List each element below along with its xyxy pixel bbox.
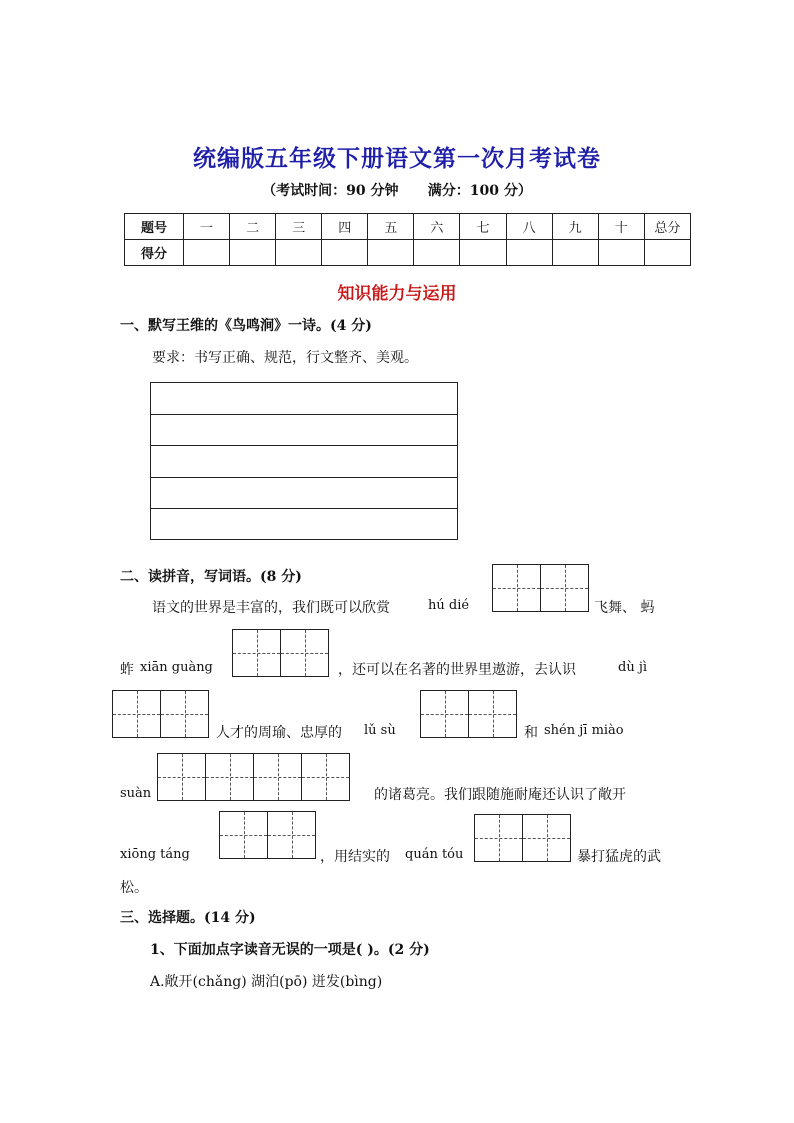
score-header-row bbox=[125, 214, 691, 240]
score-input-cell[interactable] bbox=[368, 240, 414, 266]
answer-grid-quantou[interactable] bbox=[474, 814, 571, 862]
score-input-cell[interactable] bbox=[322, 240, 368, 266]
pinyin-quantou: quán tóu bbox=[405, 847, 464, 862]
answer-grid-hudie[interactable] bbox=[492, 564, 589, 612]
q3-sub1: 1、下面加点字读音无误的一项是( )。(2 分) bbox=[150, 942, 430, 958]
char-box[interactable] bbox=[540, 564, 589, 612]
pinyin-suan: suàn bbox=[120, 786, 152, 801]
score-input-cell[interactable] bbox=[460, 240, 506, 266]
char-box[interactable] bbox=[219, 811, 268, 859]
pinyin-xianguang: xiān guàng bbox=[140, 660, 213, 675]
answer-grid-xiongtang[interactable] bbox=[219, 811, 316, 859]
char-box[interactable] bbox=[492, 564, 541, 612]
exam-title: 统编版五年级下册语文第一次月考试卷 bbox=[193, 146, 601, 172]
score-value-row bbox=[125, 240, 691, 266]
char-box[interactable] bbox=[160, 690, 209, 738]
q1-heading: 一、默写王维的《鸟鸣涧》一诗。(4 分) bbox=[120, 318, 372, 334]
score-input-cell[interactable] bbox=[184, 240, 230, 266]
table-cell: 二 bbox=[230, 214, 276, 240]
char-box[interactable] bbox=[253, 753, 302, 801]
table-cell: 三 bbox=[276, 214, 322, 240]
q2-line2-after: ，还可以在名著的世界里遨游，去认识 bbox=[338, 662, 576, 678]
table-cell: 八 bbox=[506, 214, 552, 240]
score-input-cell[interactable] bbox=[552, 240, 598, 266]
writing-line[interactable] bbox=[151, 415, 457, 447]
score-table bbox=[124, 213, 691, 266]
q2-heading: 二、读拼音，写词语。(8 分) bbox=[120, 569, 302, 585]
pinyin-shenjimiao: shén jī miào bbox=[544, 723, 624, 738]
pinyin-xiongtang: xiōng táng bbox=[120, 847, 190, 862]
q3-heading: 三、选择题。(14 分) bbox=[120, 910, 256, 926]
score-input-cell[interactable] bbox=[276, 240, 322, 266]
q2-line5-mid: ，用结实的 bbox=[320, 849, 390, 865]
q1-requirement: 要求：书写正确、规范，行文整齐、美观。 bbox=[152, 350, 418, 366]
writing-line[interactable] bbox=[151, 383, 457, 415]
pinyin-lusu: lǔ sù bbox=[364, 723, 396, 738]
table-cell: 总分 bbox=[644, 214, 690, 240]
char-box[interactable] bbox=[474, 814, 523, 862]
table-cell: 四 bbox=[322, 214, 368, 240]
char-box[interactable] bbox=[267, 811, 316, 859]
q2-line1-after: 飞舞、 蚂 bbox=[594, 600, 655, 616]
table-cell: 得分 bbox=[125, 240, 184, 266]
char-box[interactable] bbox=[280, 629, 329, 677]
char-box[interactable] bbox=[468, 690, 517, 738]
score-input-cell[interactable] bbox=[644, 240, 690, 266]
table-cell: 一 bbox=[184, 214, 230, 240]
writing-line[interactable] bbox=[151, 509, 457, 541]
score-input-cell[interactable] bbox=[506, 240, 552, 266]
answer-grid-shenjimiaosuan[interactable] bbox=[157, 753, 350, 801]
score-input-cell[interactable] bbox=[414, 240, 460, 266]
q2-line1-text: 语文的世界是丰富的，我们既可以欣赏 bbox=[152, 600, 390, 616]
table-cell: 九 bbox=[552, 214, 598, 240]
pinyin-duji: dù jì bbox=[618, 660, 648, 675]
q3-option-a: A.敞开(chǎng) 湖泊(pō) 迸发(bìng) bbox=[150, 974, 383, 990]
q2-line5-after: 暴打猛虎的武 bbox=[577, 849, 661, 865]
answer-grid-duji[interactable] bbox=[112, 690, 209, 738]
writing-line[interactable] bbox=[151, 478, 457, 510]
poem-writing-area[interactable] bbox=[150, 382, 458, 540]
table-cell: 六 bbox=[414, 214, 460, 240]
writing-line[interactable] bbox=[151, 446, 457, 478]
answer-grid-lusu[interactable] bbox=[420, 690, 517, 738]
table-cell: 十 bbox=[598, 214, 644, 240]
table-cell: 五 bbox=[368, 214, 414, 240]
q2-line3-he: 和 bbox=[524, 725, 538, 741]
section-title: 知识能力与运用 bbox=[337, 284, 457, 304]
q2-line3-after: 人才的周瑜、忠厚的 bbox=[216, 725, 342, 741]
char-box[interactable] bbox=[112, 690, 161, 738]
q2-line4-after: 的诸葛亮。我们跟随施耐庵还认识了敞开 bbox=[374, 787, 626, 803]
table-cell: 题号 bbox=[125, 214, 184, 240]
table-cell: 七 bbox=[460, 214, 506, 240]
char-box[interactable] bbox=[157, 753, 206, 801]
q2-line2-before: 蚱 bbox=[120, 662, 134, 678]
char-box[interactable] bbox=[420, 690, 469, 738]
score-input-cell[interactable] bbox=[598, 240, 644, 266]
char-box[interactable] bbox=[522, 814, 571, 862]
char-box[interactable] bbox=[205, 753, 254, 801]
answer-grid-xianguang[interactable] bbox=[232, 629, 329, 677]
char-box[interactable] bbox=[301, 753, 350, 801]
score-input-cell[interactable] bbox=[230, 240, 276, 266]
exam-subtitle: （考试时间：90 分钟 满分：100 分） bbox=[262, 183, 532, 199]
pinyin-hudie: hú dié bbox=[428, 598, 470, 613]
char-box[interactable] bbox=[232, 629, 281, 677]
q2-line6: 松。 bbox=[120, 880, 148, 896]
